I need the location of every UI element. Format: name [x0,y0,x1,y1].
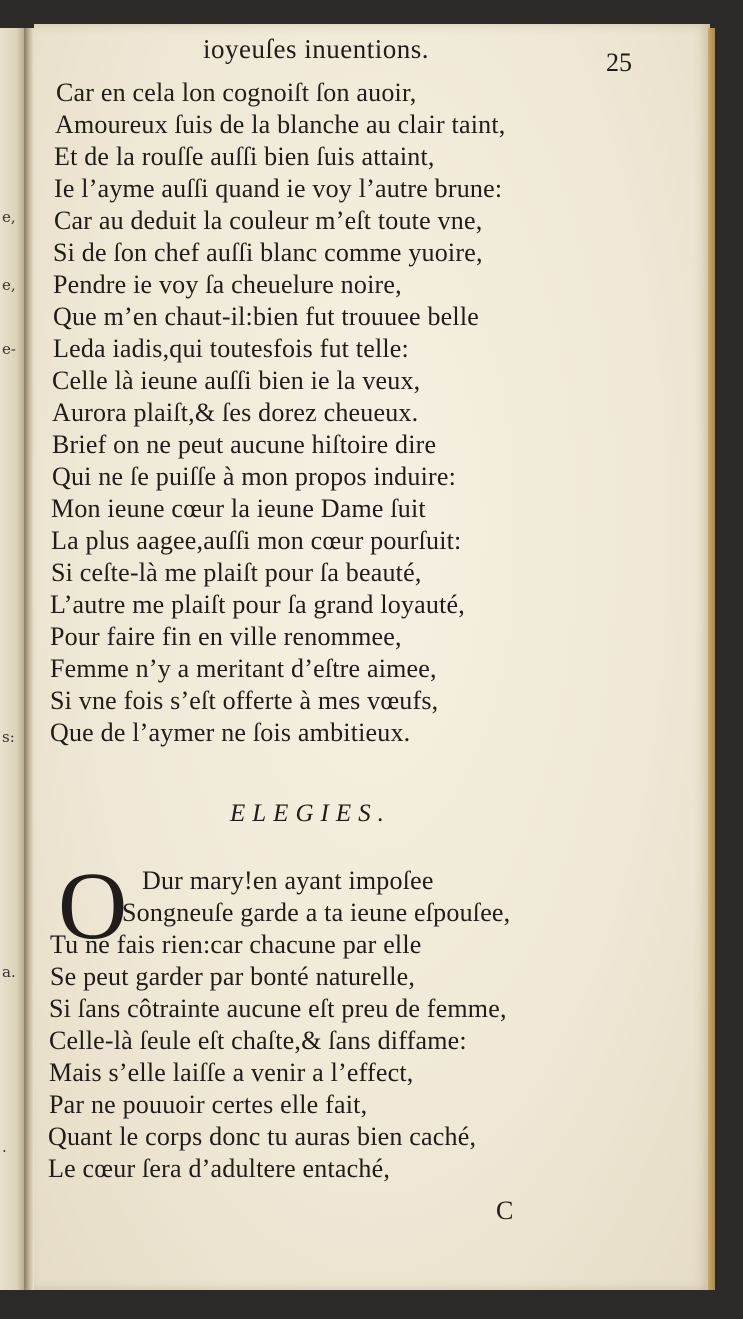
verse-line: Tu ne fais rien:car chacune par elle [50,930,422,959]
verse-line: La plus aagee,auſſi mon cœur pourſuit: [51,526,462,555]
verse-line: L’autre me plaiſt pour ſa grand loyauté, [50,590,465,619]
facing-mark: e, [2,276,16,294]
signature-mark: C [496,1196,514,1225]
verse-line: Songneuſe garde a ta ieune eſpouſee, [122,898,511,927]
page-number: 25 [606,48,632,77]
facing-mark: e, [2,208,16,226]
verse-line: Amoureux ſuis de la blanche au clair taint, [55,110,506,139]
verse-line: Femme n’y a meritant d’eſtre aimee, [50,654,437,683]
page-edge [708,28,715,1290]
running-head: ioyeuſes inuentions. [203,34,429,64]
verse-line: Par ne pouuoir certes elle fait, [49,1090,368,1119]
verse-line: Mais s’elle laiſſe a venir a l’effect, [49,1058,414,1087]
verse-line: Que de l’aymer ne ſois ambitieux. [50,718,411,747]
facing-mark: s: [2,728,15,746]
verse-line: Si ſans côtrainte aucune eſt preu de femme, [49,994,507,1023]
verse-line: Pour faire fin en ville renommee, [50,622,402,651]
verse-line: Brief on ne peut aucune hiſtoire dire [52,430,437,459]
verse-line: Si vne fois s’eſt offerte à mes vœufs, [50,686,439,715]
verse-line: Qui ne ſe puiſſe à mon propos induire: [52,462,457,491]
verse-line: Que m’en chaut-il:bien fut trouuee belle [53,302,480,331]
verse-line: Ie l’ayme auſſi quand ie voy l’autre brune: [54,174,503,203]
verse-line: Mon ieune cœur la ieune Dame ſuit [51,494,426,523]
facing-page-edge [0,28,24,1290]
verse-line: Quant le corps donc tu auras bien caché, [48,1122,477,1151]
verse-line: Celle là ieune auſſi bien ie la veux, [52,366,421,395]
verse-line: Dur mary!en ayant impoſee [142,866,434,895]
drop-cap: O [58,852,128,959]
verse-line: Se peut garder par bonté naturelle, [50,962,416,991]
verse-line: Si ceſte-là me plaiſt pour ſa beauté, [51,558,422,587]
facing-mark: e- [2,340,16,358]
verse-line: Le cœur ſera d’adultere entaché, [48,1154,391,1183]
verse-line: Car au deduit la couleur m’eſt toute vne, [54,206,483,235]
verse-line: Pendre ie voy ſa cheuelure noire, [53,270,402,299]
gutter [24,28,34,1290]
section-heading: ELEGIES. [230,800,391,827]
verse-line: Aurora plaiſt,& ſes dorez cheueux. [52,398,419,427]
verse-line: Si de ſon chef auſſi blanc comme yuoire, [53,238,483,267]
facing-mark: a. [2,963,16,981]
verse-line: Et de la rouſſe auſſi bien ſuis attaint, [54,142,435,171]
facing-mark: . [2,1138,7,1156]
verse-line: Car en cela lon cognoiſt ſon auoir, [56,78,417,107]
verse-line: Celle-là ſeule eſt chaſte,& ſans diffame: [49,1026,467,1055]
verse-line: Leda iadis,qui toutesfois fut telle: [53,334,409,363]
